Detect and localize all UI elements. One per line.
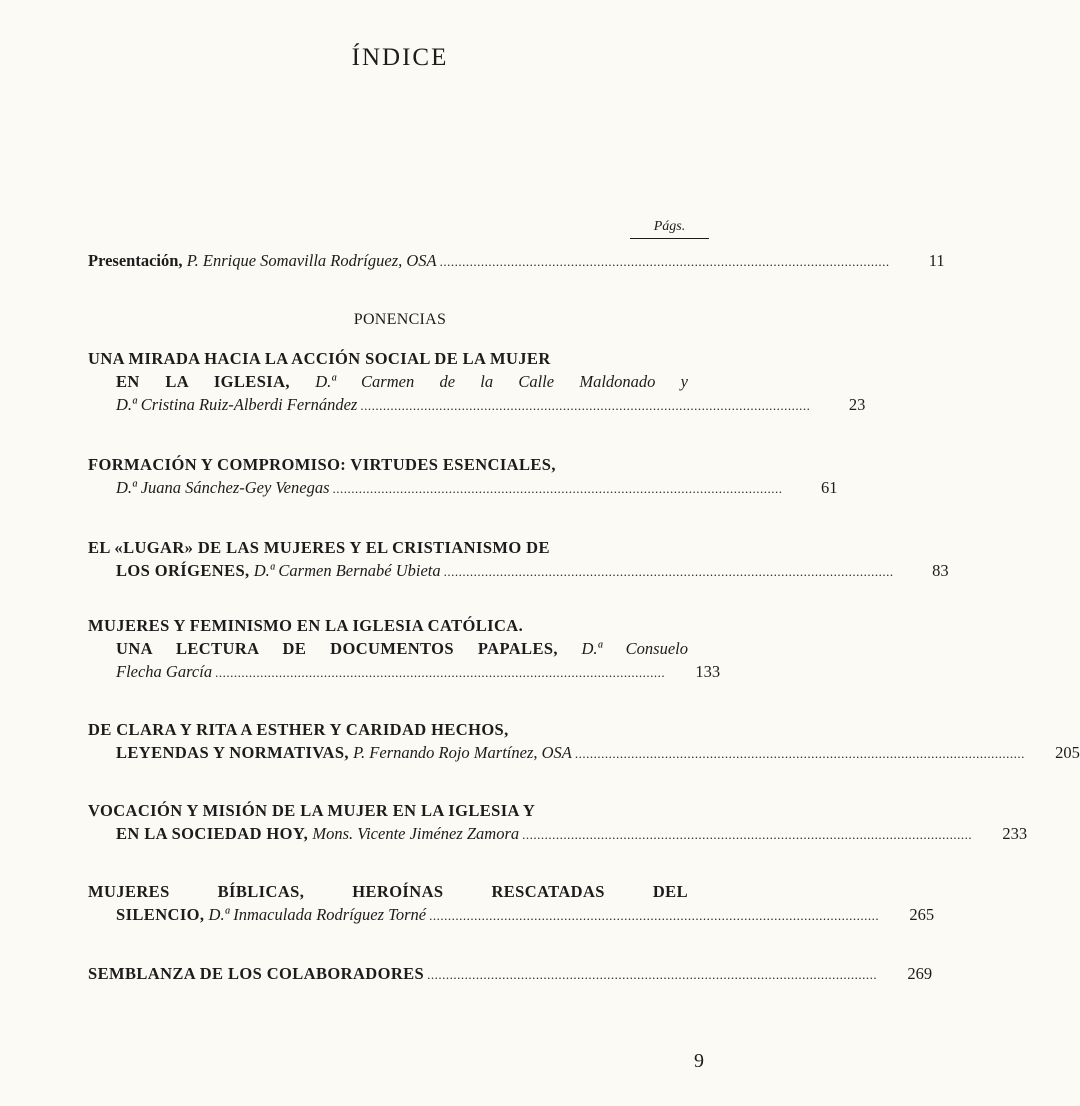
entry-author: D.ª Juana Sánchez-Gey Venegas bbox=[116, 478, 330, 497]
entry-author: D.ª Carmen de la Calle Maldonado y bbox=[315, 372, 688, 391]
page-title: ÍNDICE bbox=[351, 44, 449, 71]
entry-author: Flecha García bbox=[116, 662, 213, 681]
entry-title-line: DE CLARA Y RITA A ESTHER Y CARIDAD HECHOS, bbox=[88, 720, 509, 739]
entry-author: P. Fernando Rojo Martínez, OSA bbox=[353, 743, 572, 762]
entry-title-line: LOS ORÍGENES, bbox=[116, 561, 250, 580]
toc-entry-3[interactable] bbox=[88, 536, 949, 582]
section-heading-ponencias: PONENCIAS bbox=[353, 311, 447, 328]
toc-entry-8[interactable] bbox=[88, 962, 933, 985]
toc-entry-5[interactable] bbox=[88, 718, 1080, 764]
entry-title-line: MUJERES Y FEMINISMO EN LA IGLESIA CATÓLICA. bbox=[88, 616, 524, 635]
entry-author: D.ª Consuelo bbox=[581, 639, 688, 658]
dot-leader: ........................................................................................................................ bbox=[429, 908, 880, 923]
entry-page-number: 23 bbox=[848, 395, 866, 414]
toc-entry-1[interactable] bbox=[88, 347, 866, 416]
entry-title-line: MUJERES BÍBLICAS, HEROÍNAS RESCATADAS DEL bbox=[88, 882, 688, 901]
entry-title-line: FORMACIÓN Y COMPROMISO: VIRTUDES ESENCIALES, bbox=[88, 455, 556, 474]
pages-column-header: Págs. bbox=[653, 219, 686, 234]
dot-leader: ........................................................................................................................ bbox=[427, 967, 878, 982]
toc-entry-7[interactable] bbox=[88, 880, 935, 926]
toc-entry-2[interactable] bbox=[88, 453, 838, 499]
dot-leader: ........................................................................................................................ bbox=[439, 254, 890, 269]
toc-entry-presentacion[interactable] bbox=[88, 249, 945, 272]
dot-leader: ........................................................................................................................ bbox=[332, 481, 783, 496]
entry-author: D.ª Inmaculada Rodríguez Torné bbox=[208, 905, 427, 924]
entry-title-line: VOCACIÓN Y MISIÓN DE LA MUJER EN LA IGLESIA Y bbox=[88, 801, 536, 820]
entry-page-number: 83 bbox=[932, 561, 949, 580]
toc-entry-4[interactable] bbox=[88, 614, 721, 683]
entry-author: P. Enrique Somavilla Rodríguez, OSA bbox=[186, 251, 437, 270]
entry-title-line: EL «LUGAR» DE LAS MUJERES Y EL CRISTIANISMO DE bbox=[88, 538, 550, 557]
entry-title-line: UNA MIRADA HACIA LA ACCIÓN SOCIAL DE LA MUJER bbox=[88, 349, 551, 368]
pages-column-rule bbox=[630, 238, 709, 239]
toc-entry-6[interactable] bbox=[88, 799, 1028, 845]
entry-title-line: EN LA SOCIEDAD HOY, bbox=[116, 824, 309, 843]
entry-author: D.ª Carmen Bernabé Ubieta bbox=[253, 561, 441, 580]
entry-page-number: 61 bbox=[821, 478, 838, 497]
entry-title-line: SILENCIO, bbox=[116, 905, 205, 924]
page-number: 9 bbox=[694, 1050, 704, 1072]
entry-page-number: 205 bbox=[1055, 743, 1080, 762]
entry-title-line: UNA LECTURA DE DOCUMENTOS PAPALES, bbox=[116, 639, 558, 658]
entry-title-line: EN LA IGLESIA, bbox=[116, 372, 290, 391]
entry-page-number: 233 bbox=[1002, 824, 1028, 843]
dot-leader: ........................................................................................................................ bbox=[522, 827, 973, 842]
dot-leader: ........................................................................................................................ bbox=[360, 398, 811, 413]
entry-page-number: 133 bbox=[695, 662, 721, 681]
entry-author: Mons. Vicente Jiménez Zamora bbox=[312, 824, 520, 843]
entry-page-number: 11 bbox=[928, 251, 945, 270]
entry-author: D.ª Cristina Ruiz-Alberdi Fernández bbox=[116, 395, 358, 414]
entry-title: Presentación, bbox=[88, 251, 183, 270]
dot-leader: ........................................................................................................................ bbox=[443, 564, 894, 579]
entry-title: SEMBLANZA DE LOS COLABORADORES bbox=[88, 964, 425, 983]
dot-leader: ........................................................................................................................ bbox=[574, 746, 1025, 761]
entry-page-number: 269 bbox=[907, 964, 933, 983]
dot-leader: ........................................................................................................................ bbox=[215, 665, 666, 680]
entry-title-line: LEYENDAS Y NORMATIVAS, bbox=[116, 743, 349, 762]
entry-page-number: 265 bbox=[909, 905, 935, 924]
